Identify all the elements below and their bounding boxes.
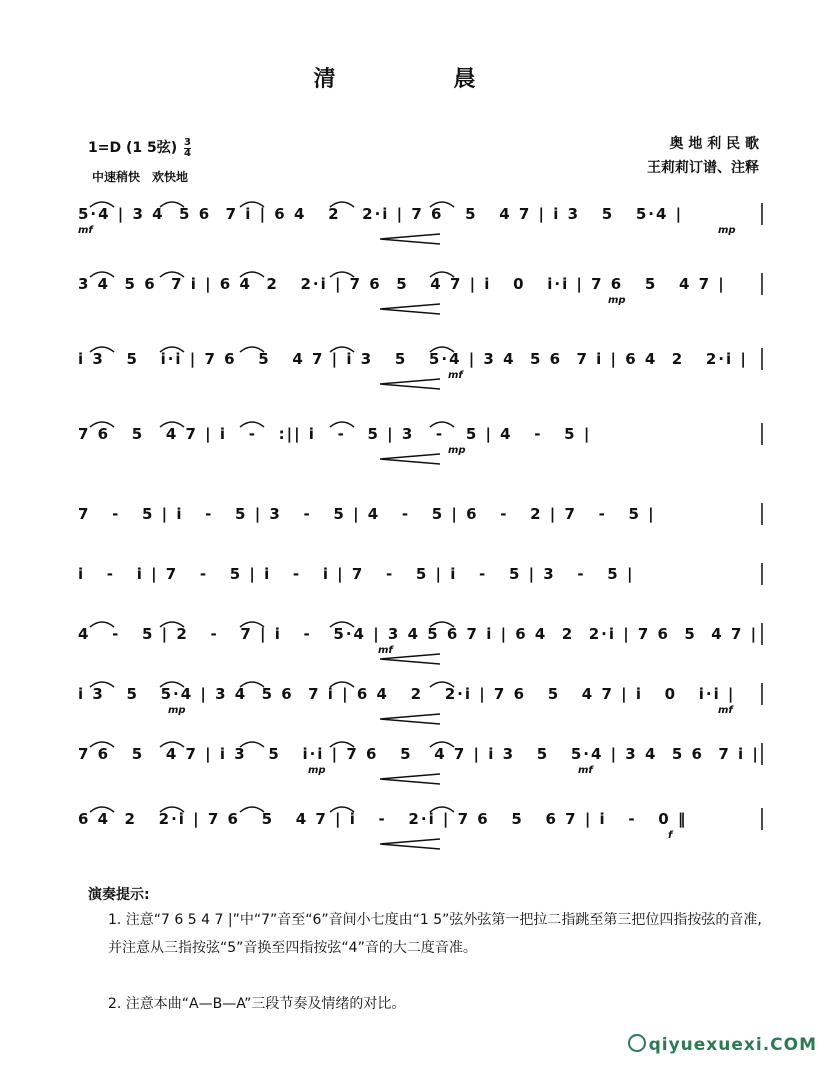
slur-mark — [160, 272, 184, 277]
dynamic-marking: mp — [168, 705, 186, 716]
score-notes: 5·4 | 3 4 5 6 7 i | 6 4 2 2·i | 7 6 5 4 7 | i 3 5 5·4 | — [78, 205, 684, 223]
dynamic-marking: mf — [78, 225, 93, 236]
dynamic-marking: mp — [718, 225, 736, 236]
slur-mark — [330, 742, 354, 747]
score-notes: i 3 5 i·i | 7 6 5 4 7 | i 3 5 5·4 | 3 4 5 6 7 i | 6 4 2 2·i | — [78, 350, 748, 368]
slur-mark — [240, 347, 264, 352]
slur-mark — [330, 422, 354, 427]
time-den: 4 — [184, 147, 191, 159]
slur-mark — [160, 807, 184, 812]
slur-mark — [430, 807, 454, 812]
slur-mark — [430, 422, 454, 427]
slur-mark — [430, 742, 454, 747]
hairpin-mark — [380, 454, 440, 464]
slur-mark — [90, 422, 114, 427]
slur-mark — [240, 202, 264, 207]
slur-mark — [90, 682, 114, 687]
dynamic-marking: mp — [608, 295, 626, 306]
watermark — [628, 1034, 817, 1055]
watermark-logo-icon — [628, 1034, 646, 1052]
score-notes: 4 - 5 | 2 - 7 | i - 5·4 | 3 4 5 6 7 i | 6 4 2 2·i | 7 6 5 4 7 | — [78, 625, 759, 643]
score-notes: 7 - 5 | i - 5 | 3 - 5 | 4 - 5 | 6 - 2 | 7 - 5 | — [78, 505, 656, 523]
hairpin-mark — [380, 234, 440, 244]
hint-item-2: 2. 注意本曲“A—B—A”三段节奏及情绪的对比。 — [108, 996, 406, 1012]
tempo-marking: 中速稍快 欢快地 — [92, 170, 189, 184]
slur-mark — [240, 422, 264, 427]
slur-mark — [430, 682, 454, 687]
hairpin-mark — [380, 304, 440, 314]
dynamic-marking: mf — [718, 705, 733, 716]
slur-mark — [430, 272, 454, 277]
dynamic-marking: mf — [578, 765, 593, 776]
time-num: 3 — [184, 136, 191, 148]
hints-title: 演奏提示: — [88, 887, 150, 903]
slur-mark — [240, 807, 264, 812]
slur-mark — [330, 202, 354, 207]
hint-item-1: 1. 注意“7 6 5 4 7 |”中“7”音至“6”音间小七度由“1 5”弦外弦第一把拉二指跳至第三把位四指按弦的音准,并注意从三指按弦“5”音换至四指按弦“4”音的大二度音准。 — [108, 912, 762, 956]
slur-mark — [160, 742, 184, 747]
slur-mark — [90, 622, 114, 627]
dynamic-marking: mp — [308, 765, 326, 776]
slur-mark — [160, 422, 184, 427]
slur-mark — [330, 682, 354, 687]
slur-mark — [430, 622, 454, 627]
score-notes: i 3 5 5·4 | 3 4 5 6 7 i | 6 4 2 2·i | 7 6 5 4 7 | i 0 i·i | — [78, 685, 736, 703]
hairpin-mark — [380, 839, 440, 849]
slur-mark — [90, 347, 114, 352]
slur-mark — [240, 742, 264, 747]
score-notes: 3 4 5 6 7 i | 6 4 2 2·i | 7 6 5 4 7 | i 0 i·i | 7 6 5 4 7 | — [78, 275, 726, 293]
slur-mark — [160, 622, 184, 627]
slur-mark — [160, 347, 184, 352]
slur-mark — [160, 682, 184, 687]
dynamic-marking: mp — [448, 445, 466, 456]
slur-mark — [90, 272, 114, 277]
slur-mark — [240, 622, 264, 627]
hairpin-mark — [380, 654, 440, 664]
hairpin-mark — [380, 379, 440, 389]
score-notes: 7 6 5 4 7 | i 3 5 i·i | 7 6 5 4 7 | i 3 5 5·4 | 3 4 5 6 7 i | — [78, 745, 760, 763]
slur-mark — [240, 682, 264, 687]
slur-mark — [330, 622, 354, 627]
slur-mark — [430, 347, 454, 352]
dynamic-marking: mf — [378, 645, 393, 656]
score-notes: i - i | 7 - 5 | i - i | 7 - 5 | i - 5 | 3 - 5 | — [78, 565, 635, 583]
slur-mark — [240, 272, 264, 277]
slur-mark — [430, 202, 454, 207]
hairpin-mark — [380, 714, 440, 724]
watermark-text: qiyuexuexi.COM — [648, 1035, 817, 1055]
dynamic-marking: mf — [448, 370, 463, 381]
key-text: 1=D (1 5弦) — [88, 140, 178, 156]
slur-mark — [90, 807, 114, 812]
score-notes: 6 4 2 2·i | 7 6 5 4 7 | i - 2·i | 7 6 5 6 7 | i - 0 ‖ — [78, 810, 688, 828]
hairpin-mark — [380, 774, 440, 784]
slur-mark — [330, 347, 354, 352]
slur-mark — [330, 272, 354, 277]
credit-arranger: 王莉莉订谱、注释 — [647, 160, 759, 176]
slur-mark — [90, 202, 114, 207]
credit-origin: 奥 地 利 民 歌 — [669, 136, 759, 152]
slur-mark — [330, 807, 354, 812]
slur-mark — [160, 202, 184, 207]
page-title: 清 晨 — [313, 67, 524, 92]
dynamic-marking: f — [668, 830, 673, 841]
slur-mark — [90, 742, 114, 747]
score-notes: 7 6 5 4 7 | i - :|| i - 5 | 3 - 5 | 4 - 5 | — [78, 425, 592, 443]
